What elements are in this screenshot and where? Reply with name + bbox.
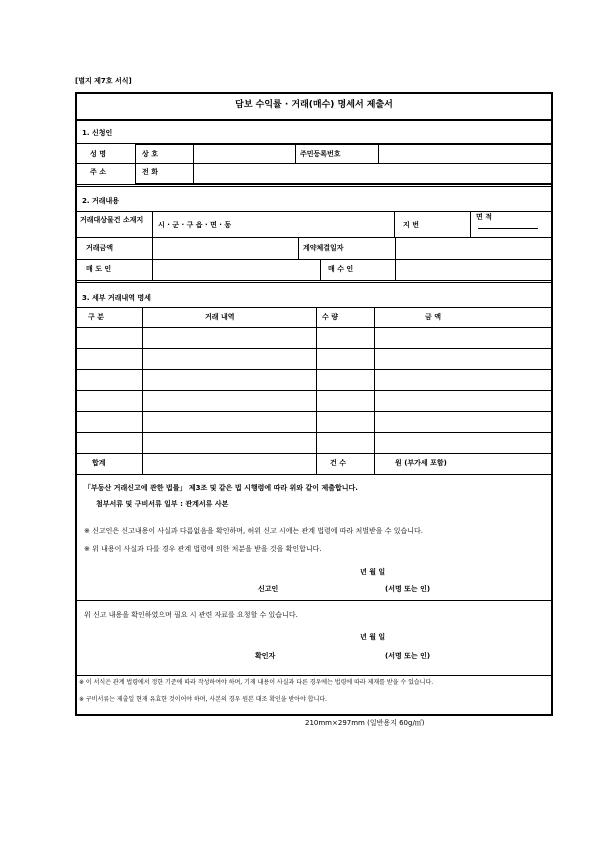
seller-field[interactable]: [153, 260, 319, 279]
address-field[interactable]: [194, 164, 552, 183]
confirmation-signer: 확인자: [255, 652, 276, 660]
title-divider: [75, 119, 553, 121]
section3-heading: 3. 세부 거래내역 명세: [82, 294, 151, 302]
amount-field[interactable]: [153, 238, 297, 258]
section2-heading: 2. 거래내용: [82, 197, 120, 205]
label-address: 주 소: [90, 168, 106, 176]
label-location: 거래대상물건 소재지: [80, 216, 144, 224]
col-detail: 거래 내역: [205, 313, 235, 321]
contract-date-field[interactable]: [396, 238, 552, 258]
declaration-line1: 「부동산 거래신고에 관한 법률」 제3조 및 같은 법 시행령에 따라 위와 같이 제출합니다.: [84, 484, 358, 492]
confirmation-text: 위 신고 내용을 확인하였으며 필요 시 관련 자료를 요청할 수 있습니다.: [84, 611, 298, 619]
area-line: [478, 228, 538, 229]
section1-heading: 1. 신청인: [82, 129, 113, 137]
location-value: 시 · 군 · 구 읍 · 면 · 동: [158, 221, 232, 229]
col-amount: 금 액: [425, 313, 441, 321]
declaration-line2: 첨부서류 및 구비서류 일부 : 관계서류 사본: [96, 500, 229, 508]
label-buyer: 매 수 인: [328, 265, 354, 273]
confirmation-sign[interactable]: (서명 또는 인): [385, 652, 431, 660]
declaration-para1: ※ 신고인은 신고내용이 사실과 다름없음을 확인하며, 허위 신고 시에는 관계 법령에 따라 처벌받을 수 있습니다.: [84, 527, 423, 535]
form-number: [별지 제7호 서식]: [75, 77, 132, 85]
table-row: [75, 453, 553, 454]
total-label: 합계: [92, 459, 106, 467]
table-row: [75, 390, 553, 391]
label-seller: 매 도 인: [86, 265, 112, 273]
col-quantity: 수 량: [322, 313, 338, 321]
note-line1: ※ 이 서식은 관계 법령에서 정한 기준에 따라 작성하여야 하며, 기재 내용이 사실과 다른 경우에는 법령에 따라 제재를 받을 수 있습니다.: [79, 679, 434, 686]
declaration-para1b: ※ 위 내용이 사실과 다를 경우 관계 법령에 의한 처분을 받을 것을 확인합니다.: [84, 545, 322, 553]
resident-number-field[interactable]: [379, 144, 552, 162]
label-area: 면 적: [476, 213, 492, 221]
table-row: [75, 411, 553, 412]
table-row: [75, 348, 553, 349]
paper-size-footer: 210mm×297mm (일반용지 60g/㎡): [305, 719, 425, 727]
label-amount: 거래금액: [86, 244, 114, 252]
form-title: 담보 수익률 · 거래(매수) 명세서 제출서: [235, 100, 393, 110]
declaration-signer: 신고인: [258, 585, 279, 593]
label-contract-date: 계약체결일자: [303, 244, 344, 252]
table-row: [75, 369, 553, 370]
declaration-sign[interactable]: (서명 또는 인): [385, 585, 431, 593]
label-lot: 지 번: [403, 221, 419, 229]
total-amount: 원 (부가세 포함): [395, 459, 447, 467]
confirmation-date: 년 월 일: [360, 633, 386, 641]
col-category: 구 분: [88, 313, 104, 321]
total-quantity: 건 수: [330, 459, 346, 467]
table-row: [75, 432, 553, 433]
buyer-field[interactable]: [396, 260, 552, 279]
label-phone: 전 화: [142, 168, 158, 176]
label-name: 성 명: [90, 150, 106, 158]
label-resident-number: 주민등록번호: [300, 150, 341, 158]
declaration-date: 년 월 일: [360, 568, 386, 576]
note-line2: ※ 구비서류는 제출일 현재 유효한 것이어야 하며, 사본의 경우 원본 대조 확인을 받아야 합니다.: [79, 696, 328, 703]
name-field[interactable]: [194, 144, 294, 162]
label-company: 상 호: [142, 150, 158, 158]
